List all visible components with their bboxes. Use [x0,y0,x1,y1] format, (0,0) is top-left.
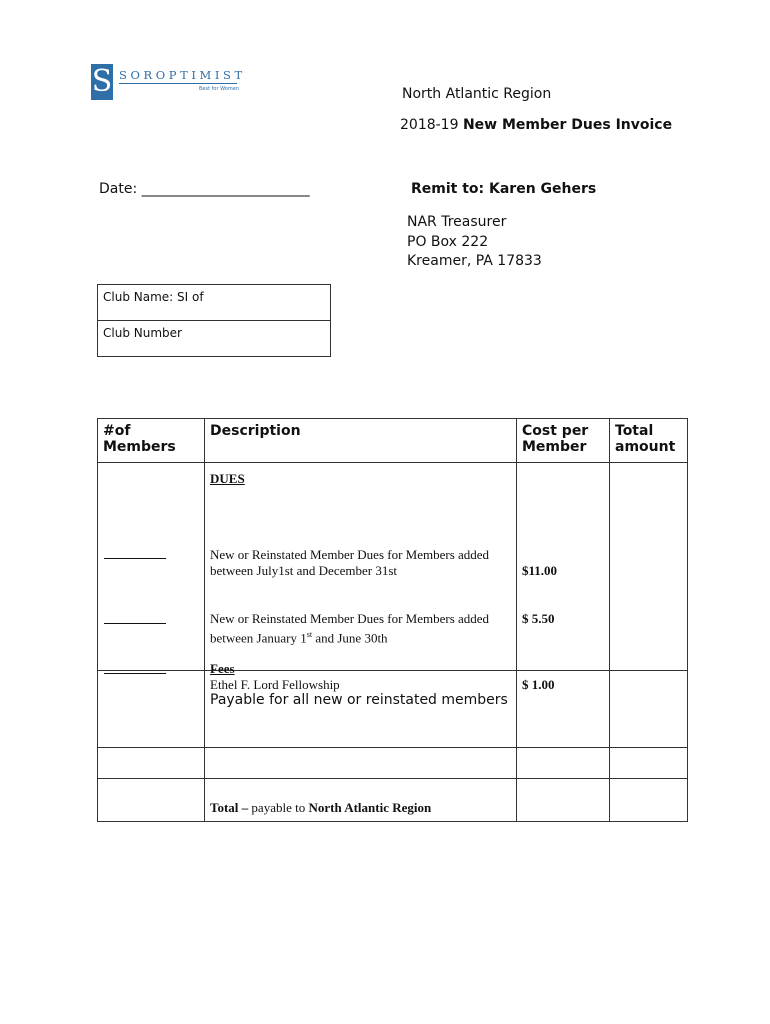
item3-cost: $ 1.00 [522,677,555,692]
table-row [98,671,688,748]
header-cost: Cost per Member [517,419,610,463]
date-field[interactable]: Date: ________________________ [99,181,310,197]
item3-line1: Ethel F. Lord Fellowship [210,677,340,692]
item1-line2: between July1st and December 31st [210,563,398,578]
members-count-blank-3[interactable] [104,673,166,674]
item2-line2: between January 1st and June 30th [210,630,388,646]
table-row [98,748,688,779]
table-header-row [98,419,688,463]
header-total: Total amount [610,419,688,463]
invoice-title-bold: New Member Dues Invoice [462,117,673,133]
invoice-year: 2018-19 [400,117,463,133]
remit-address-line3: Kreamer, PA 17833 [407,253,542,269]
members-cell [98,463,205,671]
item1-line1: New or Reinstated Member Dues for Members added [210,547,490,562]
item1-cost: $11.00 [522,563,558,578]
club-name-field[interactable]: Club Name: SI of [103,290,204,304]
total-cell[interactable] [610,463,688,671]
invoice-title [400,117,672,133]
cost-cell [517,463,610,692]
logo-rule [119,83,237,84]
header-description: Description [205,419,517,463]
remit-address-line2: PO Box 222 [407,233,489,250]
dues-heading: DUES [210,471,245,486]
dues-table [97,418,688,822]
item2-cost: $ 5.50 [522,611,555,626]
club-number-field[interactable]: Club Number [98,320,330,355]
total-row [98,779,688,822]
logo-wordmark: SOROPTIMIST [119,68,246,82]
logo-mark-icon: S [91,64,113,99]
remit-address-line1: NAR Treasurer [407,214,507,230]
remit-address [407,213,542,272]
club-info-box [97,284,331,357]
logo-tagline: Best for Women [199,86,239,92]
fees-heading: Fees [210,661,235,676]
item3-line2: Payable for all new or reinstated members [210,692,508,708]
remit-to-label: Remit to: Karen Gehers [411,181,597,197]
total-description: Total – payable to North Atlantic Region [205,779,517,822]
description-cell [205,463,517,708]
header-members: #of Members [98,419,205,463]
grand-total-cell[interactable] [610,779,688,822]
soroptimist-logo [91,64,246,102]
table-row [98,463,688,671]
members-count-blank-1[interactable] [104,558,166,559]
region-name: North Atlantic Region [402,86,552,102]
item2-line1: New or Reinstated Member Dues for Members added [210,611,490,626]
members-count-blank-2[interactable] [104,623,166,624]
